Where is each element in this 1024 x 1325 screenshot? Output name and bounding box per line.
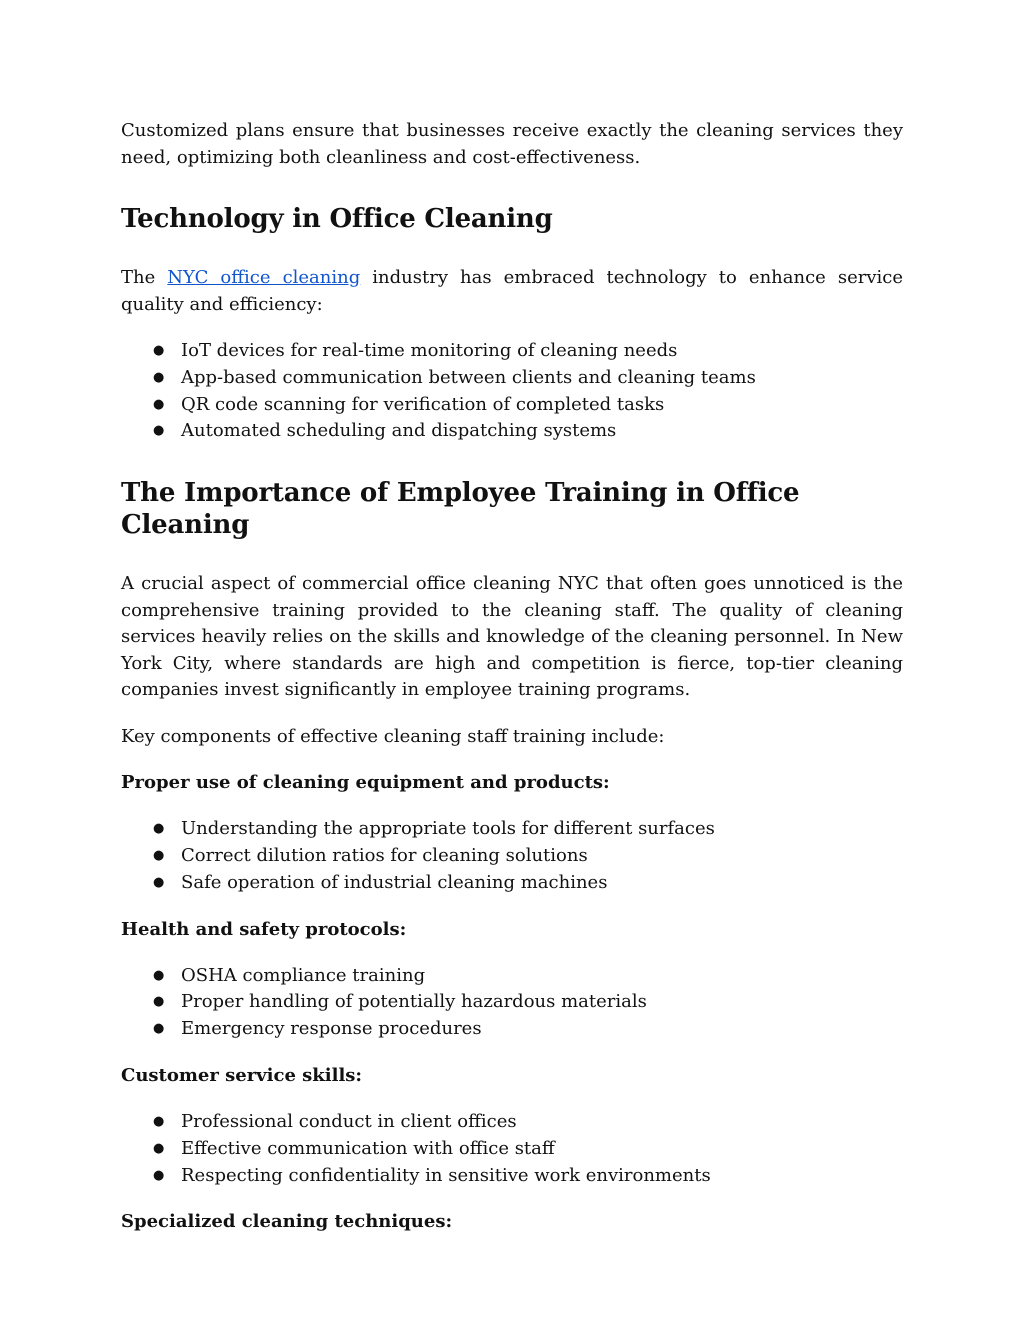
list-item bbox=[121, 365, 903, 392]
list-item-text: Emergency response procedures bbox=[181, 1018, 482, 1040]
list-item-text: Respecting confidentiality in sensitive work environments bbox=[181, 1164, 711, 1186]
customer-service-list bbox=[121, 1109, 903, 1189]
list-item bbox=[121, 1109, 903, 1136]
safety-subheading: Health and safety protocols: bbox=[121, 918, 407, 940]
list-item bbox=[121, 843, 903, 870]
list-item-text: IoT devices for real-time monitoring of cleaning needs bbox=[181, 340, 678, 361]
technology-heading: Technology in Office Cleaning bbox=[121, 204, 553, 234]
bullet-icon: ● bbox=[153, 994, 165, 1010]
list-item bbox=[121, 392, 903, 419]
bullet-icon: ● bbox=[153, 1021, 165, 1037]
bullet-icon: ● bbox=[153, 423, 165, 439]
training-heading: The Importance of Employee Training in Office Cleaning bbox=[121, 478, 800, 541]
list-item-text: Automated scheduling and dispatching systems bbox=[181, 420, 617, 442]
bullet-icon: ● bbox=[153, 343, 165, 358]
list-item bbox=[121, 816, 903, 843]
nyc-office-cleaning-link[interactable]: NYC office cleaning bbox=[167, 267, 361, 288]
bullet-icon: ● bbox=[153, 1113, 165, 1129]
bullet-icon: ● bbox=[153, 847, 165, 863]
list-item-text: Safe operation of industrial cleaning machines bbox=[181, 871, 608, 893]
bullet-icon: ● bbox=[153, 874, 165, 890]
list-item bbox=[121, 989, 903, 1016]
document-page bbox=[121, 118, 903, 1255]
list-item-text: Understanding the appropriate tools for different surfaces bbox=[181, 818, 715, 840]
list-item bbox=[121, 1163, 903, 1190]
list-item bbox=[121, 418, 903, 445]
equipment-list bbox=[121, 816, 903, 896]
training-paragraph: A crucial aspect of commercial office cleaning NYC that often goes unnoticed is the comprehensive training provided to the cleaning staff. The quality of cleaning services heavily relies on the skills and knowledge of the cleaning personnel. In New York City, where standards are high and competition is fierce, top-tier cleaning companies invest significantly in employee training programs. bbox=[121, 573, 903, 701]
list-item bbox=[121, 1136, 903, 1163]
list-item bbox=[121, 1016, 903, 1043]
list-item-text: Proper handling of potentially hazardous materials bbox=[181, 991, 647, 1013]
safety-list bbox=[121, 963, 903, 1043]
list-item-text: QR code scanning for verification of completed tasks bbox=[181, 393, 665, 415]
list-item-text: Effective communication with office staff bbox=[181, 1137, 555, 1159]
bullet-icon: ● bbox=[153, 396, 165, 412]
bullet-icon: ● bbox=[153, 967, 165, 983]
technology-paragraph-start: The bbox=[121, 267, 168, 288]
bullet-icon: ● bbox=[153, 369, 165, 385]
list-item bbox=[121, 870, 903, 897]
list-item-text: Professional conduct in client offices bbox=[181, 1110, 517, 1132]
list-item-text: Correct dilution ratios for cleaning solutions bbox=[181, 844, 588, 866]
list-item-text: OSHA compliance training bbox=[181, 964, 426, 986]
bullet-icon: ● bbox=[153, 1167, 165, 1183]
technology-paragraph-end: industry has embraced technology to enhance service quality and efficiency: bbox=[121, 267, 903, 315]
bullet-icon: ● bbox=[153, 821, 165, 837]
list-item-text: App-based communication between clients and cleaning teams bbox=[181, 366, 756, 388]
customer-service-subheading: Customer service skills: bbox=[121, 1064, 363, 1086]
equipment-subheading: Proper use of cleaning equipment and products: bbox=[121, 772, 610, 794]
bullet-icon: ● bbox=[153, 1140, 165, 1156]
technology-list bbox=[121, 338, 903, 445]
list-item bbox=[121, 963, 903, 990]
key-components-paragraph: Key components of effective cleaning staff training include: bbox=[121, 725, 665, 747]
intro-paragraph: Customized plans ensure that businesses receive exactly the cleaning services they need, optimizing both cleanliness and cost-effectiveness. bbox=[121, 120, 903, 168]
technology-paragraph bbox=[121, 265, 903, 318]
specialized-techniques-subheading: Specialized cleaning techniques: bbox=[121, 1211, 453, 1233]
list-item bbox=[121, 338, 903, 365]
